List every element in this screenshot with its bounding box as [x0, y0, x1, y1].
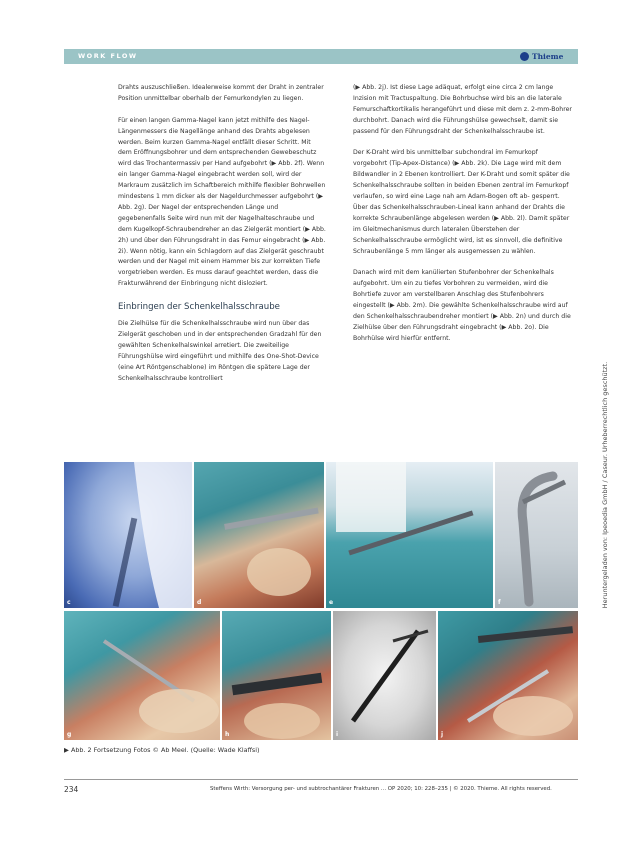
figure-letter: i — [336, 731, 339, 738]
figure-photo-e — [326, 462, 493, 608]
figure-caption: ▶ Abb. 2 Fortsetzung Fotos © Ab Meel. (Quelle: Wade Klaffsi) — [64, 746, 260, 754]
footer-divider — [64, 779, 578, 780]
left-paragraph-1: Drahts auszuschließen. Idealerweise kommt der Draht in zentraler Position unmittelbar oberhalb der Femurkondylen zu liegen. — [118, 84, 324, 102]
header-bar — [64, 49, 578, 64]
right-paragraph-2: Der K-Draht wird bis unmittelbar subchondral im Femurkopf vorgebohrt (Tip-Apex-Distance) (▶ Abb. 2k). Die Lage wird mit dem Bildwandler in 2 Ebenen kontrolliert. Der K-Draht und somit später die Schenkelhalsschraube sollten in beiden Ebenen zentral im Femurkopf verlaufen, so wird eine Lage nah am Adam-Bogen oft ab- gesperrt. Über das Schenkelhalsschrauben-Lineal kann anhand der Drahts die korrekte Schraubenlänge abgelesen werden (▶ Abb. 2l). Damit später im Gleitmechanismus durch lateralen Überstehen der Schenkelhalsschraube ermöglicht wird, ist es sinnvoll, die definitive Schraubenlänge 5 mm länger als ausgemessen zu wählen. — [353, 149, 570, 255]
right-column — [353, 83, 573, 356]
gamma-nail-icon — [495, 462, 578, 608]
right-paragraph-1: (▶ Abb. 2j). Ist diese Lage adäquat, erfolgt eine circa 2 cm lange Inzision mit Tractuspaltung. Die Bohrbuchse wird bis an die laterale Femurschaftkortikalis herangeführt und diese mit dem z. 2-mm-Bohrer durchbohrt. Danach wird die Führungshülse gewechselt, damit sie passend für den Führungsdraht der Schenkelhalsschraube ist. — [353, 84, 572, 135]
right-paragraph-3: Danach wird mit dem kanülierten Stufenbohrer der Schenkelhals aufgebohrt. Um ein zu tiefes Vorbohren zu vermeiden, wird die Bohrtiefe zuvor am verstellbaren Anschlag des Stufenbohrers eingestellt (▶ Abb. 2m). Die gewählte Schenkelhalsschraube wird auf den Schenkelhalsschraubendreher montiert (▶ Abb. 2n) und durch die Zielhülse über den Führungsdraht eingebracht (▶ Abb. 2o). Die Bohrhülse wird hierfür entfernt. — [353, 269, 571, 342]
figure-letter: h — [225, 731, 230, 738]
surgery-field-icon — [64, 611, 220, 740]
thieme-logo-icon — [520, 52, 529, 61]
aiming-arm-icon — [222, 611, 331, 740]
page-number: 234 — [64, 785, 79, 794]
figure-letter: j — [441, 731, 444, 738]
drill-icon — [326, 462, 493, 608]
figure-letter: e — [329, 599, 334, 606]
copyright-side-note — [598, 260, 612, 710]
publisher-logo — [520, 50, 576, 63]
figure-letter: f — [498, 599, 501, 606]
xray-nail-icon — [333, 611, 436, 740]
left-column — [118, 83, 326, 395]
figure-photo-d — [194, 462, 324, 608]
left-paragraph-2: Für einen langen Gamma-Nagel kann jetzt mithilfe des Nagel-Längenmessers die Nagellänge anhand des Drahts abgelesen werden. Beim kurzen Gamma-Nagel entfällt dieser Schritt. Mit dem Eröffnungsbohrer und dem entsprechenden Gewebeschutz wird das Trochantermassiv per Hand aufgebohrt (▶ Abb. 2f). Wenn ein langer Gamma-Nagel eingebracht werden soll, wird der Markraum zusätzlich im Schaftbereich mithilfe flexibler Bohrwellen mindestens 1 mm dicker als der Nageldurchmesser aufgebohrt (▶ Abb. 2g). Der Nagel der entsprechenden Länge und gegebenenfalls Seite wird nun mit der Nagelhalteschraube und dem Kugelkopf-Schraubendreher an das Zielgerät montiert (▶ Abb. 2h) und über den Führungsdraht in das Femur eingebracht (▶ Abb. 2i). Wenn nötig, kann ein Schlagdorn auf das Zielgerät geschraubt werden und der Nagel mit einem Hammer bis zur korrekten Tiefe vorgetrieben werden. Es muss darauf geachtet werden, dass die Frakturwährend der Einbringung nicht disloziert. — [118, 116, 326, 288]
figure-letter: g — [67, 731, 72, 738]
screw-insertion-icon — [438, 611, 578, 740]
figure-xray-c — [64, 462, 192, 608]
xray-detail-icon — [64, 462, 192, 608]
figure-photo-g — [64, 611, 220, 740]
footer-citation: Steffens Wirth: Versorgung per- und subtrochantärer Frakturen ... OP 2020; 10: 228–235 | © 2020. Thieme. All rights reserved. — [210, 786, 552, 792]
figure-letter: d — [197, 599, 202, 606]
figure-photo-h — [222, 611, 331, 740]
section-label: WORK FLOW — [78, 52, 138, 60]
figure-implant-f — [495, 462, 578, 608]
instrument-icon — [194, 462, 324, 608]
logo-text: Thieme — [532, 52, 564, 61]
side-note-text: Heruntergeladen von: Ipeoedia GmbH / Caseur. Urheberrechtlich geschützt. — [601, 361, 609, 609]
section-subheading: Einbringen der Schenkelhalsschraube — [118, 302, 280, 313]
left-paragraph-3: Die Zielhülse für die Schenkelhalsschraube wird nun über das Zielgerät geschoben und in der entsprechenden Gradzahl für den gewählten Schenkelhalswinkel arretiert. Die zweiteilige Führungshülse wird eingeführt und mithilfe des One-Shot-Device (eine Art Röntgenschablone) im Röntgen die spätere Lage der Schenkelhalsschraube kontrolliert — [118, 320, 322, 382]
figure-photo-j — [438, 611, 578, 740]
figure-letter: c — [67, 599, 71, 606]
figure-xray-i — [333, 611, 436, 740]
